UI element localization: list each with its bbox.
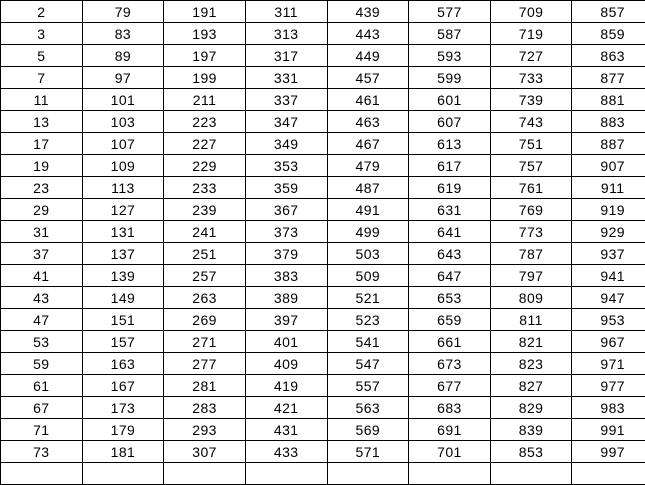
- table-row: [1, 463, 645, 485]
- table-cell: 479: [327, 155, 409, 177]
- table-cell: 977: [572, 375, 645, 397]
- table-body: [1, 1, 645, 485]
- table-cell: 991: [572, 419, 645, 441]
- table-row: [1, 221, 645, 243]
- table-cell: 809: [490, 287, 572, 309]
- table-row: [1, 111, 645, 133]
- table-row: [1, 331, 645, 353]
- table-cell: 673: [409, 353, 491, 375]
- table-cell: 113: [82, 177, 164, 199]
- table-cell: 653: [409, 287, 491, 309]
- table-cell: 457: [327, 67, 409, 89]
- table-cell: 107: [82, 133, 164, 155]
- table-row: [1, 441, 645, 463]
- table-cell: 769: [490, 199, 572, 221]
- table-cell: 379: [245, 243, 327, 265]
- table-cell: 499: [327, 221, 409, 243]
- table-cell: 197: [164, 45, 246, 67]
- table-cell: 719: [490, 23, 572, 45]
- table-cell: 251: [164, 243, 246, 265]
- table-cell: 641: [409, 221, 491, 243]
- table-cell: 569: [327, 419, 409, 441]
- table-cell: 877: [572, 67, 645, 89]
- table-cell: 911: [572, 177, 645, 199]
- table-cell: 223: [164, 111, 246, 133]
- table-cell: 139: [82, 265, 164, 287]
- table-cell: 419: [245, 375, 327, 397]
- table-cell: 827: [490, 375, 572, 397]
- table-cell: [82, 463, 164, 485]
- table-cell: 571: [327, 441, 409, 463]
- table-cell: 853: [490, 441, 572, 463]
- table-cell: 193: [164, 23, 246, 45]
- table-cell: 547: [327, 353, 409, 375]
- table-row: [1, 23, 645, 45]
- table-cell: 883: [572, 111, 645, 133]
- table-cell: 787: [490, 243, 572, 265]
- table-cell: 47: [1, 309, 83, 331]
- table-row: [1, 45, 645, 67]
- table-cell: 661: [409, 331, 491, 353]
- table-cell: 541: [327, 331, 409, 353]
- table-cell: 31: [1, 221, 83, 243]
- table-cell: 157: [82, 331, 164, 353]
- table-cell: 487: [327, 177, 409, 199]
- table-cell: 277: [164, 353, 246, 375]
- table-cell: 179: [82, 419, 164, 441]
- table-cell: 233: [164, 177, 246, 199]
- table-cell: 619: [409, 177, 491, 199]
- table-cell: 449: [327, 45, 409, 67]
- table-cell: 463: [327, 111, 409, 133]
- table-cell: 971: [572, 353, 645, 375]
- table-cell: [490, 463, 572, 485]
- table-cell: 13: [1, 111, 83, 133]
- table-cell: 257: [164, 265, 246, 287]
- table-cell: 733: [490, 67, 572, 89]
- table-row: [1, 375, 645, 397]
- table-cell: 181: [82, 441, 164, 463]
- table-cell: 103: [82, 111, 164, 133]
- table-cell: 587: [409, 23, 491, 45]
- table-cell: 563: [327, 397, 409, 419]
- table-cell: 281: [164, 375, 246, 397]
- table-cell: 823: [490, 353, 572, 375]
- table-cell: [572, 463, 645, 485]
- table-cell: 29: [1, 199, 83, 221]
- table-cell: 67: [1, 397, 83, 419]
- table-row: [1, 199, 645, 221]
- table-cell: 863: [572, 45, 645, 67]
- table-cell: 953: [572, 309, 645, 331]
- table-cell: 739: [490, 89, 572, 111]
- table-cell: 359: [245, 177, 327, 199]
- table-cell: 409: [245, 353, 327, 375]
- table-cell: 347: [245, 111, 327, 133]
- table-row: [1, 243, 645, 265]
- table-cell: 797: [490, 265, 572, 287]
- table-cell: 967: [572, 331, 645, 353]
- table-cell: 743: [490, 111, 572, 133]
- table-cell: 191: [164, 1, 246, 23]
- table-cell: 61: [1, 375, 83, 397]
- table-cell: 727: [490, 45, 572, 67]
- table-cell: 521: [327, 287, 409, 309]
- table-cell: 887: [572, 133, 645, 155]
- table-cell: 19: [1, 155, 83, 177]
- table-cell: [409, 463, 491, 485]
- table-cell: 389: [245, 287, 327, 309]
- table-cell: 907: [572, 155, 645, 177]
- table-row: [1, 133, 645, 155]
- table-cell: 307: [164, 441, 246, 463]
- table-cell: 263: [164, 287, 246, 309]
- table-cell: 239: [164, 199, 246, 221]
- table-cell: 643: [409, 243, 491, 265]
- table-cell: 37: [1, 243, 83, 265]
- table-cell: 577: [409, 1, 491, 23]
- table-cell: 829: [490, 397, 572, 419]
- table-cell: 97: [82, 67, 164, 89]
- table-cell: 761: [490, 177, 572, 199]
- table-cell: 227: [164, 133, 246, 155]
- table-cell: 331: [245, 67, 327, 89]
- table-cell: 7: [1, 67, 83, 89]
- table-row: [1, 265, 645, 287]
- table-cell: 383: [245, 265, 327, 287]
- table-cell: 229: [164, 155, 246, 177]
- table-cell: 839: [490, 419, 572, 441]
- table-cell: 509: [327, 265, 409, 287]
- table-cell: 709: [490, 1, 572, 23]
- table-cell: 109: [82, 155, 164, 177]
- table-cell: 43: [1, 287, 83, 309]
- table-cell: 337: [245, 89, 327, 111]
- table-cell: 397: [245, 309, 327, 331]
- table-cell: 631: [409, 199, 491, 221]
- table-cell: 73: [1, 441, 83, 463]
- table-cell: 593: [409, 45, 491, 67]
- table-cell: 79: [82, 1, 164, 23]
- table-cell: 937: [572, 243, 645, 265]
- table-cell: 131: [82, 221, 164, 243]
- table-cell: 401: [245, 331, 327, 353]
- table-cell: 821: [490, 331, 572, 353]
- table-cell: 859: [572, 23, 645, 45]
- table-cell: 167: [82, 375, 164, 397]
- table-cell: 523: [327, 309, 409, 331]
- table-cell: 439: [327, 1, 409, 23]
- table-cell: 5: [1, 45, 83, 67]
- table-cell: 173: [82, 397, 164, 419]
- table-cell: 271: [164, 331, 246, 353]
- table-cell: 683: [409, 397, 491, 419]
- table-cell: 127: [82, 199, 164, 221]
- table-cell: 983: [572, 397, 645, 419]
- table-cell: 691: [409, 419, 491, 441]
- table-cell: 53: [1, 331, 83, 353]
- table-cell: 701: [409, 441, 491, 463]
- table-cell: 149: [82, 287, 164, 309]
- table-cell: 313: [245, 23, 327, 45]
- table-cell: [327, 463, 409, 485]
- table-cell: 163: [82, 353, 164, 375]
- table-row: [1, 287, 645, 309]
- table-cell: 811: [490, 309, 572, 331]
- table-cell: 89: [82, 45, 164, 67]
- table-cell: [164, 463, 246, 485]
- table-cell: 601: [409, 89, 491, 111]
- table-cell: 211: [164, 89, 246, 111]
- table-cell: 23: [1, 177, 83, 199]
- table-cell: 367: [245, 199, 327, 221]
- table-cell: 283: [164, 397, 246, 419]
- table-cell: 293: [164, 419, 246, 441]
- table-cell: 659: [409, 309, 491, 331]
- table-cell: 647: [409, 265, 491, 287]
- table-cell: 461: [327, 89, 409, 111]
- table-row: [1, 309, 645, 331]
- table-cell: 599: [409, 67, 491, 89]
- table-row: [1, 1, 645, 23]
- table-cell: 199: [164, 67, 246, 89]
- table-cell: 311: [245, 1, 327, 23]
- table-cell: 557: [327, 375, 409, 397]
- table-cell: 443: [327, 23, 409, 45]
- table-cell: 947: [572, 287, 645, 309]
- table-cell: 617: [409, 155, 491, 177]
- table-cell: [1, 463, 83, 485]
- table-cell: 317: [245, 45, 327, 67]
- table-cell: [245, 463, 327, 485]
- table-cell: 857: [572, 1, 645, 23]
- table-row: [1, 89, 645, 111]
- table-cell: 881: [572, 89, 645, 111]
- table-cell: 919: [572, 199, 645, 221]
- table-row: [1, 397, 645, 419]
- table-cell: 17: [1, 133, 83, 155]
- table-cell: 613: [409, 133, 491, 155]
- table-cell: 467: [327, 133, 409, 155]
- table-cell: 269: [164, 309, 246, 331]
- table-row: [1, 353, 645, 375]
- table-cell: 491: [327, 199, 409, 221]
- table-cell: 433: [245, 441, 327, 463]
- table-cell: 353: [245, 155, 327, 177]
- table-cell: 137: [82, 243, 164, 265]
- table-cell: 941: [572, 265, 645, 287]
- table-cell: 373: [245, 221, 327, 243]
- table-cell: 59: [1, 353, 83, 375]
- table-cell: 997: [572, 441, 645, 463]
- table-cell: 241: [164, 221, 246, 243]
- table-cell: 751: [490, 133, 572, 155]
- table-row: [1, 419, 645, 441]
- table-cell: 41: [1, 265, 83, 287]
- table-cell: 929: [572, 221, 645, 243]
- table-cell: 757: [490, 155, 572, 177]
- table-cell: 607: [409, 111, 491, 133]
- table-cell: 773: [490, 221, 572, 243]
- table-cell: 431: [245, 419, 327, 441]
- table-cell: 349: [245, 133, 327, 155]
- table-cell: 151: [82, 309, 164, 331]
- table-cell: 2: [1, 1, 83, 23]
- table-cell: 71: [1, 419, 83, 441]
- table-cell: 83: [82, 23, 164, 45]
- table-cell: 11: [1, 89, 83, 111]
- table-cell: 503: [327, 243, 409, 265]
- table-row: [1, 67, 645, 89]
- table-row: [1, 155, 645, 177]
- table-cell: 101: [82, 89, 164, 111]
- table-cell: 3: [1, 23, 83, 45]
- table-row: [1, 177, 645, 199]
- table-cell: 421: [245, 397, 327, 419]
- table-cell: 677: [409, 375, 491, 397]
